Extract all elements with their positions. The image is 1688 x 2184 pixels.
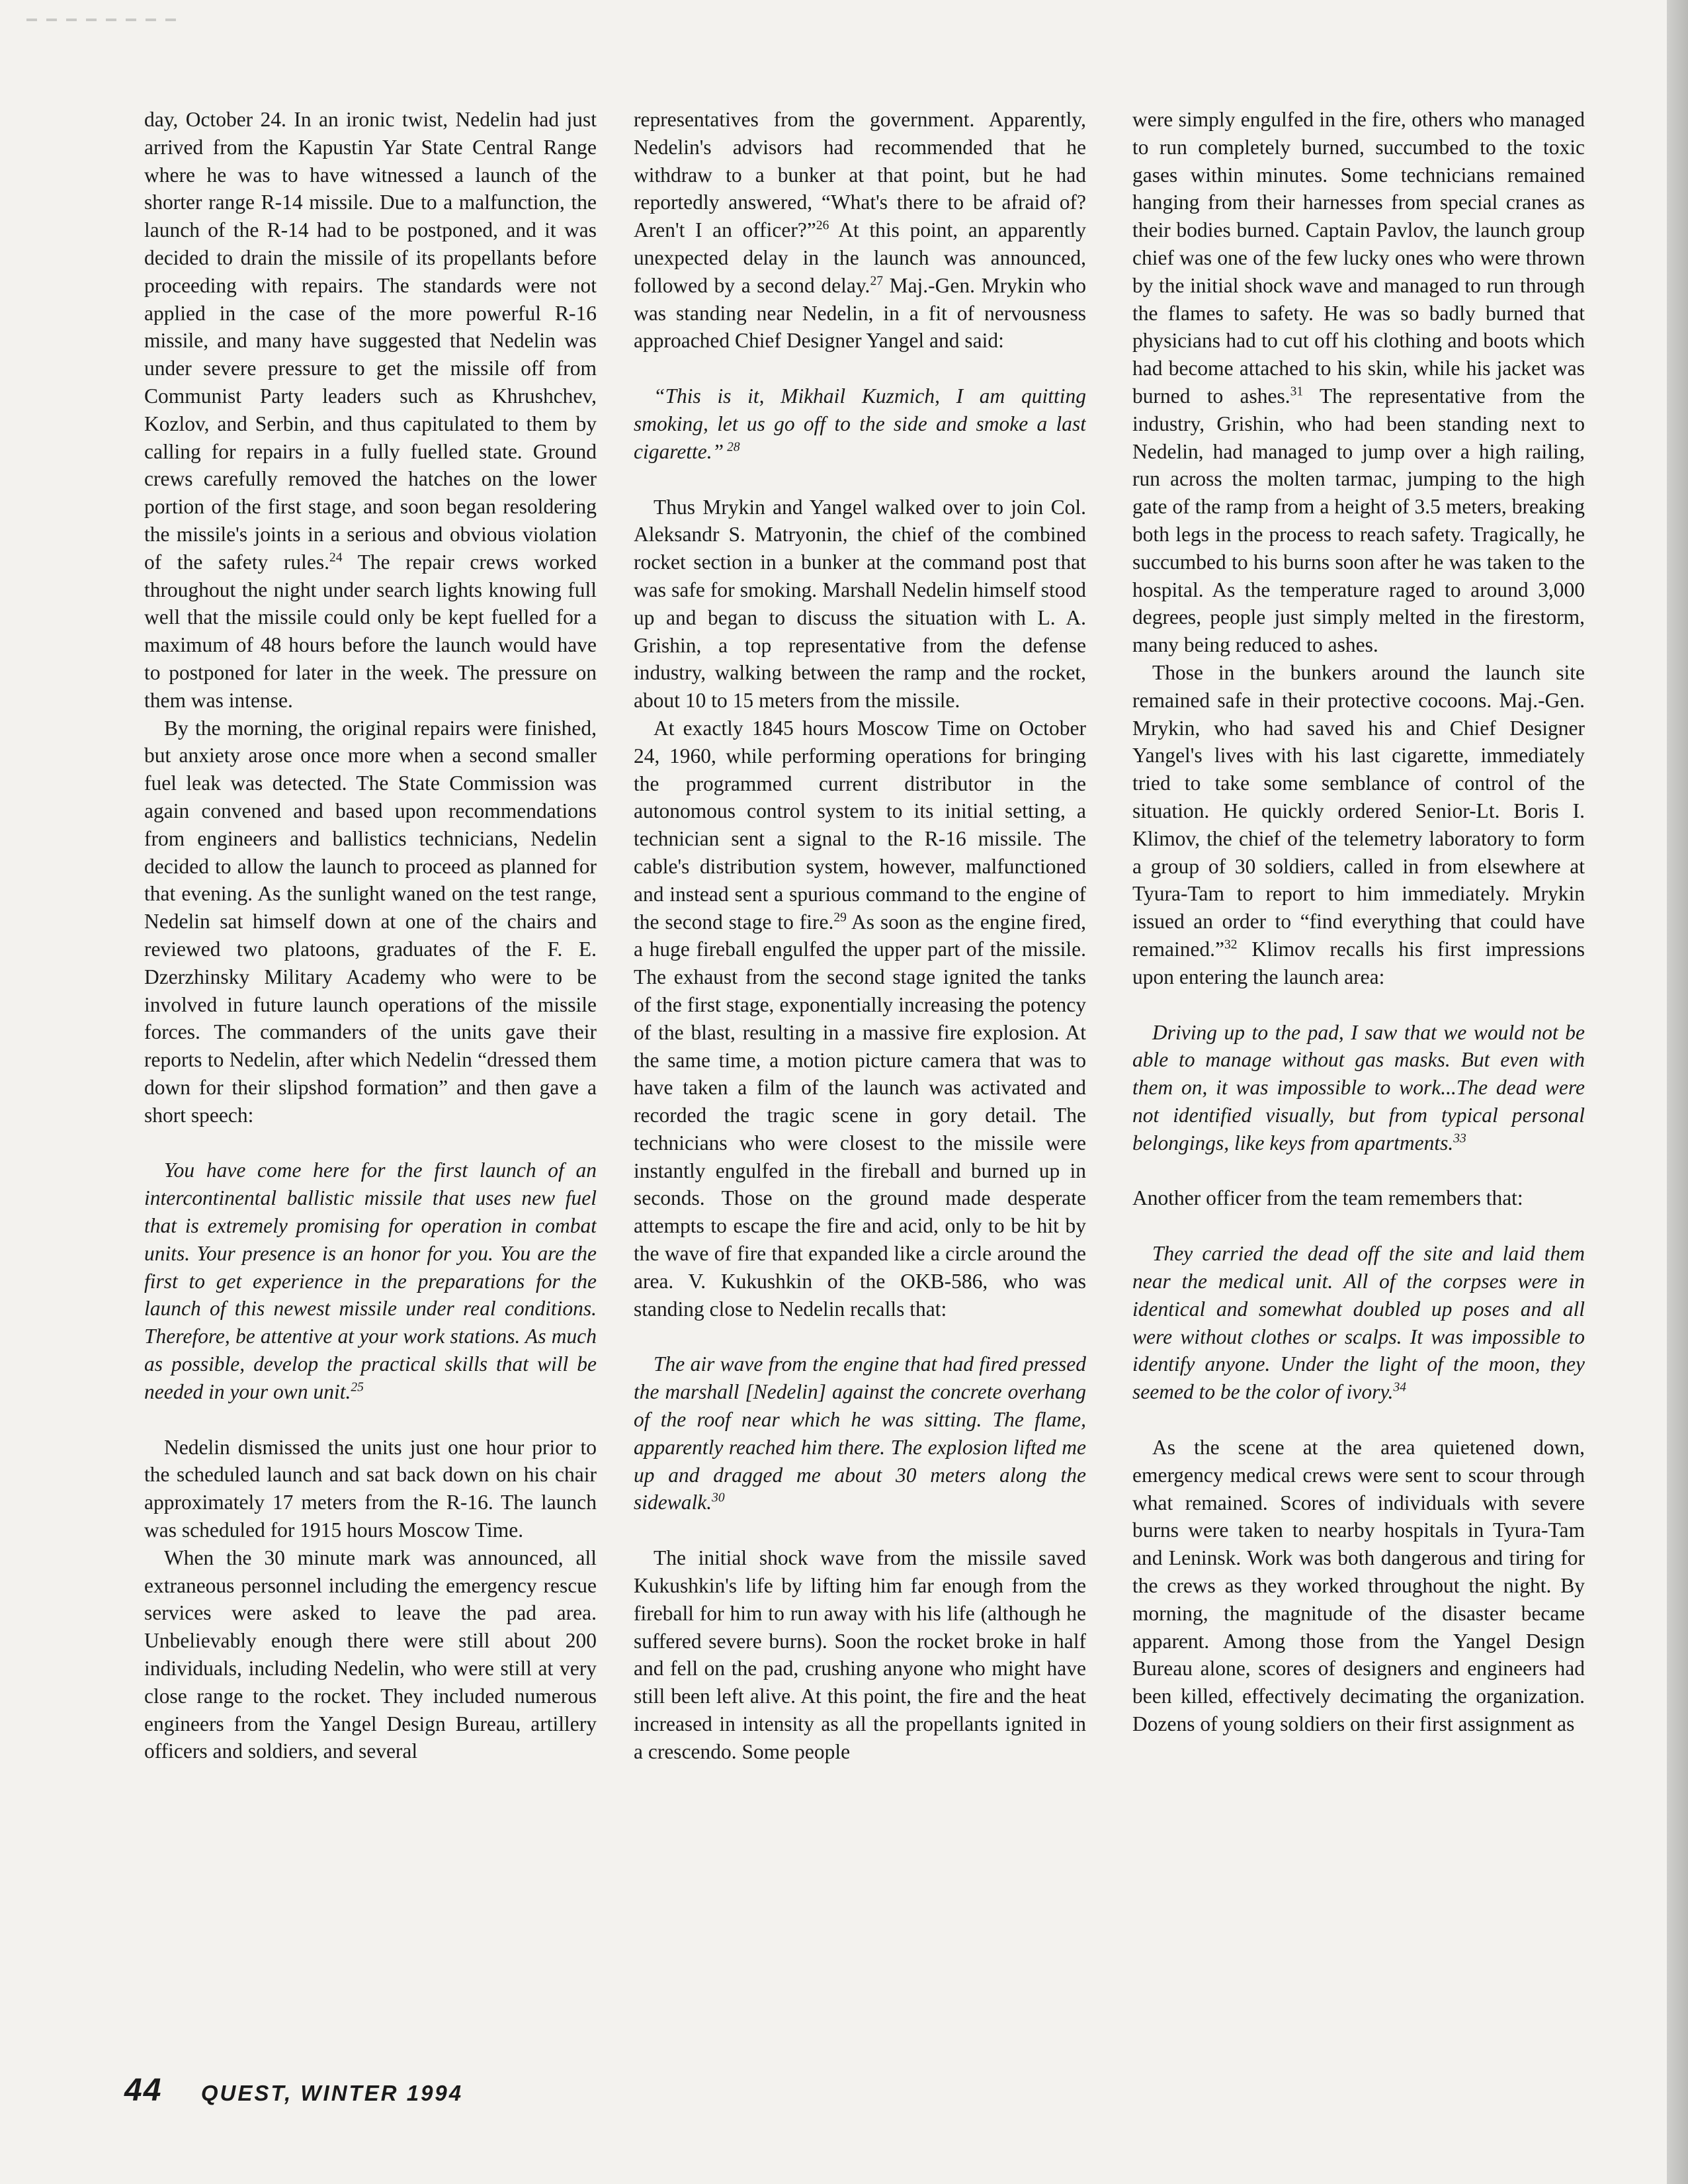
block-quote: They carried the dead off the site and laid them near the medical unit. All of the corpses were in identical and somewhat doubled up poses and all were without clothes or scalps. It was impossible to identify anyone. Under the light of the moon, they seemed to be the color of ivory.$^{34}$ [1132, 1242, 1585, 1404]
block-quote: Driving up to the pad, I saw that we would not be able to manage without gas masks. But even with them on, it was impossible to work...The dead were not identified visually, but from typical personal belongings, like keys from apartments.$^{33}$ [1132, 1020, 1585, 1155]
paragraph: By the morning, the original repairs were finished, but anxiety arose once more when a second smaller fuel leak was detected. The State Commission was again convened and based upon recommendations from engineers and ballistics technicians, Nedelin decided to allow the launch to proceed as planned for that evening. As the sunlight waned on the test range, Nedelin sat himself down at one of the chairs and reviewed two platoons, graduates of the F. E. Dzerzhinsky Military Academy who were to be involved in future launch operations of the missile forces. The commanders of the units gave their reports to Nedelin, after which Nedelin “dressed them down for their slipshod formation” and then gave a short speech: [144, 716, 597, 1127]
page-number: 44 [124, 2073, 163, 2108]
paragraph: At exactly 1845 hours Moscow Time on October 24, 1960, while performing operations for bringing the programmed current distributor in the autonomous control system to its initial setting, a technician sent a signal to the R-16 missile. The cable's distribution system, however, malfunctioned and instead sent a spurious command to the engine of the second stage to fire.$^{29}$ As soon as the engine fired, a huge fireball engulfed the upper part of the missile. The exhaust from the second stage ignited the tanks of the first stage, exponentially increasing the potency of the blast, resulting in a massive fire explosion. At the same time, a motion picture camera that was to have taken a film of the launch was activated and recorded the tragic scene in gory detail. The technicians who were closest to the missile were instantly engulfed in the fireball and burned up in seconds. Those on the ground made desperate attempts to escape the fire and acid, only to be hit by the wave of fire that expanded like a circle around the area. V. Kukushkin of the OKB-586, who was standing close to Nedelin recalls that: [634, 716, 1086, 1321]
paragraph: Nedelin dismissed the units just one hour prior to the scheduled launch and sat back down on his chair approximately 17 meters from the R-16. The launch was scheduled for 1915 hours Moscow Time. [144, 1435, 597, 1542]
paragraph: representatives from the government. Apparently, Nedelin's advisors had recommended that he withdraw to a bunker at that point, but he had reportedly answered, “What's there to be afraid of? Aren't I an officer?”$^{26}$ At this point, an apparently unexpected delay in the launch was announced, followed by a second delay.$^{27}$ Maj.-Gen. Mrykin who was standing near Nedelin, in a fit of nervousness approached Chief Designer Yangel and said: [634, 108, 1086, 353]
footnote-ref: 26 [816, 218, 829, 233]
publication-line: QUEST, WINTER 1994 [200, 2081, 464, 2105]
paragraph: As the scene at the area quietened down, emergency medical crews were sent to scour through what remained. Scores of individuals with severe burns were taken to nearby hospitals in Tyura-Tam and Leninsk. Work was both dangerous and tiring for the crews as they worked throughout the night. By morning, the magnitude of the disaster became apparent. Among those from the Yangel Design Bureau alone, scores of designers and engineers had been killed, effectively decimating the organization. Dozens of young soldiers on their first assignment as [1132, 1436, 1585, 1736]
text-column-1 [144, 106, 597, 2064]
scan-artifact [26, 19, 185, 21]
footnote-ref: 33 [1453, 1131, 1466, 1146]
paragraph: The initial shock wave from the missile saved Kukushkin's life by lifting him far enough from the fireball for him to run away with his life (although he suffered severe burns). Soon the rocket broke in half and fell on the pad, crushing anyone who might have still been left alive. At this point, the fire and the heat increased in intensity as all the propellants ignited in a crescendo. Some people [634, 1546, 1086, 1763]
footnote-ref: 24 [329, 550, 343, 565]
paragraph: When the 30 minute mark was announced, all extraneous personnel including the emergency rescue services were asked to leave the pad area. Unbelievably enough there were still about 200 individuals, including Nedelin, who were still at very close range to the rocket. They included numerous engineers from the Yangel Design Bureau, artillery officers and soldiers, and several [144, 1546, 597, 1763]
paragraph: Thus Mrykin and Yangel walked over to join Col. Aleksandr S. Matryonin, the chief of the combined rocket section in a bunker at the command post that was safe for smoking. Marshall Nedelin himself stood up and began to discuss the situation with L. A. Grishin, a top representative from the defense industry, walking between the ramp and the rocket, about 10 to 15 meters from the missile. [634, 495, 1086, 713]
text-column-2 [634, 106, 1086, 2064]
text-column-3 [1132, 106, 1585, 2064]
footnote-ref: 25 [351, 1380, 364, 1395]
footnote-ref: 34 [1393, 1380, 1407, 1395]
paragraph: Those in the bunkers around the launch site remained safe in their protective cocoons. Maj.-Gen. Mrykin, who had saved his and Chief Designer Yangel's lives with his last cigarette, immediately tried to take some semblance of control of the situation. He quickly ordered Senior-Lt. Boris I. Klimov, the chief of the telemetry laboratory to form a group of 30 soldiers, called in from elsewhere at Tyura-Tam to report to him immediately. Mrykin issued an order to “find everything that could have remained.”$^{32}$ Klimov recalls his first impressions upon entering the launch area: [1132, 660, 1585, 988]
paragraph: Another officer from the team remembers that: [1132, 1186, 1523, 1210]
footnote-ref: 29 [833, 910, 847, 925]
paragraph: day, October 24. In an ironic twist, Nedelin had just arrived from the Kapustin Yar State Central Range where he was to have witnessed a launch of the shorter range R-14 missile. Due to a malfunction, the launch of the R-14 had to be postponed, and it was decided to drain the missile of its propellants before proceeding with repairs. The standards were not applied in the case of the more powerful R-16 missile, and many have suggested that Nedelin was under severe pressure to get the missile off from Communist Party leaders such as Khrushchev, Kozlov, and Serbin, and thus capitulated to them by calling for repairs in a fully fuelled state. Ground crews carefully removed the hatches on the lower portion of the first stage, and soon began resoldering the missile's joints in a serious and obvious violation of the safety rules.$^{24}$ The repair crews worked throughout the night under search lights knowing full well that the missile could only be kept fuelled for a maximum of 48 hours before the launch would have to postponed for later in the week. The pressure on them was intense. [144, 108, 597, 712]
footnote-ref: 27 [870, 274, 883, 288]
footnote-ref: 31 [1290, 384, 1304, 399]
footnote-ref: 28 [724, 440, 740, 455]
block-quote: You have come here for the first launch of an intercontinental ballistic missile that uses new fuel that is extremely promising for operation in combat units. Your presence is an honor for you. You are the first to get experience in the preparations for the launch of this newest missile under real conditions. Therefore, be attentive at your work stations. As much as possible, develop the practical skills that will be needed in your own unit.$^{25}$ [144, 1158, 597, 1403]
footnote-ref: 30 [712, 1491, 725, 1505]
block-quote: The air wave from the engine that had fired pressed the marshall [Nedelin] against the concrete overhang of the roof near which he was sitting. The flame, apparently reached him there. The explosion lifted me up and dragged me about 30 meters along the sidewalk.$^{30}$ [634, 1352, 1086, 1514]
paragraph: were simply engulfed in the fire, others who managed to run completely burned, succumbed to the toxic gases within minutes. Some technicians remained hanging from their harnesses from special cranes as their bodies burned. Captain Pavlov, the launch group chief was one of the few lucky ones who were thrown by the initial shock wave and managed to run through the flames to safety. He was so badly burned that physicians had to cut off his clothing and boots which had become attached to his skin, while his jacket was burned to ashes.$^{31}$ The representative from the industry, Grishin, who had been standing next to Nedelin, had managed to jump over a high railing, run across the molten tarmac, jumping to the high gate of the ramp from a height of 3.5 meters, breaking both legs in the process to reach safety. Tragically, he succumbed to his burns soon after he was taken to the hospital. As the temperature raged to around 3,000 degrees, people just simply melted in the firestorm, many being reduced to ashes. [1132, 108, 1585, 657]
footnote-ref: 32 [1224, 938, 1238, 952]
block-quote: “This is it, Mikhail Kuzmich, I am quitting smoking, let us go off to the side and smoke a last cigarette.” $^{28}$ [634, 384, 1086, 463]
page-footer [124, 2072, 463, 2109]
page-edge [1667, 0, 1688, 2184]
